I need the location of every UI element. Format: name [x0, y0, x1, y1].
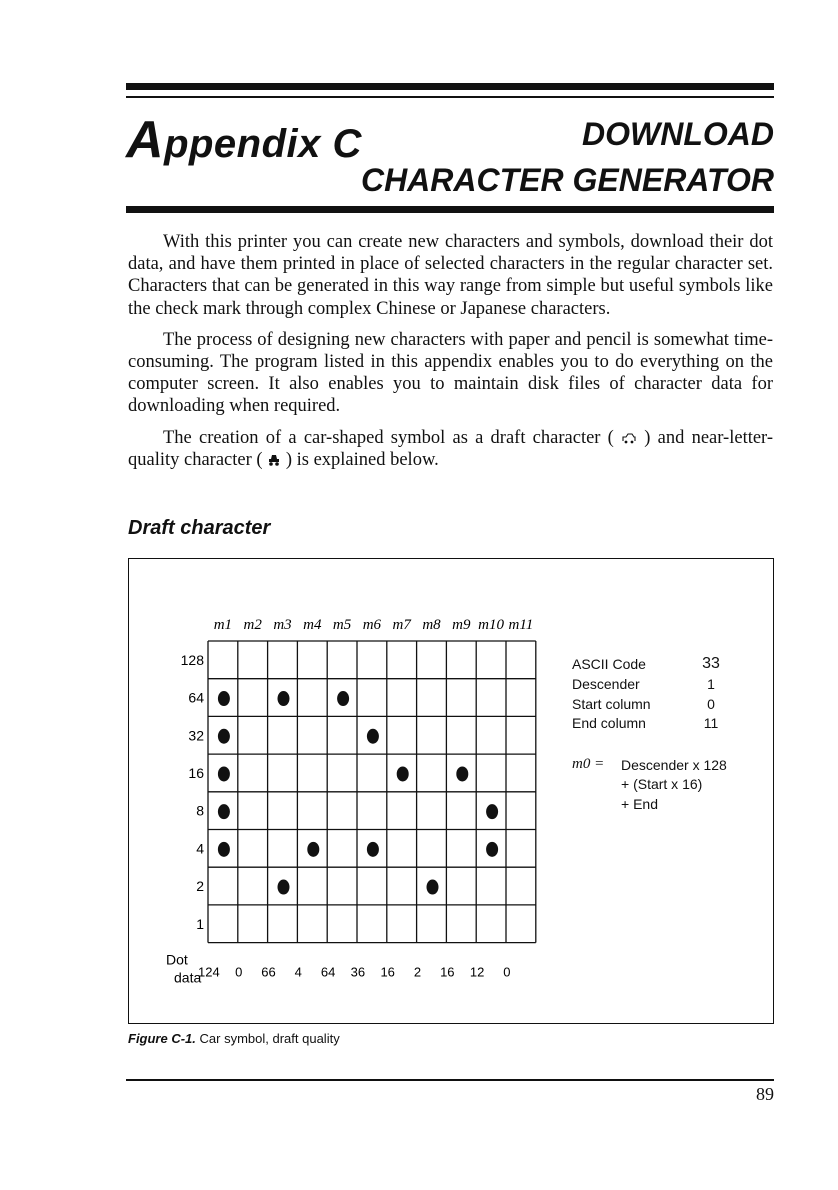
grid-dot — [218, 804, 230, 819]
grid-dot — [486, 842, 498, 857]
title-underline-rule — [126, 206, 774, 213]
column-label: m9 — [452, 617, 471, 633]
dot-data-value: 2 — [413, 964, 422, 980]
dot-data-value: 0 — [235, 964, 243, 980]
caption-text: Car symbol, draft quality — [199, 1031, 340, 1046]
intro-paragraph-3 — [128, 427, 773, 471]
formula-line-3: + End — [621, 796, 658, 812]
grid-dot — [427, 880, 439, 895]
grid-dot — [337, 691, 349, 706]
grid-dot — [397, 766, 409, 781]
intro-paragraph-2: The process of designing new characters with paper and pencil is somewhat time-consuming. The program listed in this appendix enables you to do everything on the computer screen. It also enables you to maintain disk files of character data for downloading when required. — [128, 329, 773, 417]
grid-dot — [218, 766, 230, 781]
end-column-value: 11 — [703, 715, 719, 731]
row-label: 8 — [196, 802, 204, 819]
appendix-title — [126, 110, 362, 170]
intro-paragraph-1: With this printer you can create new characters and symbols, download their dot data, and have them printed in place of selected characters in the regular character set. Characters that can be generated in this way range from simple but useful symbols like the check mark through complex Chinese or Japanese characters. — [128, 232, 773, 319]
column-label: m4 — [303, 617, 322, 633]
row-label: 4 — [196, 840, 204, 857]
column-label: m1 — [213, 617, 233, 633]
dot-data-value: 16 — [440, 964, 455, 980]
creation-text-b: ) and near-letter-quality character ( — [128, 427, 774, 470]
column-label: m6 — [362, 617, 382, 633]
descender-value: 1 — [707, 676, 715, 692]
ascii-code-label: ASCII Code — [572, 656, 646, 672]
formula-line-1: Descender x 128 — [621, 757, 727, 773]
page-title-line1: DOWNLOAD — [582, 116, 774, 152]
dot-data-label: data — [174, 969, 202, 986]
grid-dot — [218, 691, 230, 706]
page-title-line2: CHARACTER GENERATOR — [360, 162, 774, 198]
formula-line-2: + (Start x 16) — [621, 776, 703, 792]
column-label: m2 — [243, 617, 262, 633]
grid-dot — [456, 766, 468, 781]
column-label: m11 — [508, 617, 534, 633]
column-label: m8 — [422, 617, 441, 633]
dot-data-value: 64 — [320, 964, 336, 980]
footer-rule — [126, 1079, 774, 1081]
column-label: m5 — [332, 617, 352, 633]
creation-text-a: The creation of a car-shaped symbol as a draft character ( — [163, 427, 614, 448]
dot-data-value: 4 — [294, 964, 302, 980]
formula-variable: m0 = — [572, 756, 605, 772]
grid-dot — [218, 842, 230, 857]
intro-text — [128, 231, 773, 471]
column-label: m3 — [273, 617, 292, 633]
grid-dot — [278, 880, 290, 895]
car-nlq-icon — [267, 453, 281, 466]
dot-data-value: 124 — [198, 964, 220, 980]
figure-caption — [128, 1031, 340, 1046]
row-label: 1 — [196, 915, 204, 932]
row-label: 2 — [196, 878, 204, 895]
row-label: 128 — [180, 651, 204, 668]
grid-dot — [307, 842, 319, 857]
dot-grid-figure — [129, 559, 775, 1025]
appendix-initial: A — [126, 111, 165, 169]
dot-data-label: Dot — [166, 951, 188, 968]
dot-data-value: 0 — [503, 964, 511, 980]
car-draft-icon — [621, 432, 637, 444]
column-label: m10 — [478, 617, 505, 633]
row-label: 64 — [188, 689, 204, 706]
start-column-value: 0 — [707, 696, 715, 712]
dot-data-value: 16 — [380, 964, 395, 980]
end-column-label: End column — [572, 715, 646, 731]
creation-text-c: ) is explained below. — [285, 449, 439, 470]
appendix-label: ppendix C — [164, 122, 362, 166]
ascii-code-value: 33 — [702, 655, 720, 672]
grid-dot — [218, 729, 230, 744]
top-thin-rule — [126, 96, 774, 98]
dot-data-value: 66 — [261, 964, 276, 980]
row-label: 16 — [188, 764, 204, 781]
grid-dot — [367, 729, 379, 744]
column-label: m7 — [392, 617, 411, 633]
grid-dot — [367, 842, 379, 857]
page-number: 89 — [756, 1084, 774, 1104]
grid-dot — [486, 804, 498, 819]
descender-label: Descender — [572, 676, 640, 692]
figure-box — [128, 558, 774, 1024]
dot-data-value: 12 — [469, 964, 485, 980]
row-label: 32 — [188, 727, 204, 744]
grid-dot — [278, 691, 290, 706]
start-column-label: Start column — [572, 696, 651, 712]
caption-label: Figure C-1. — [128, 1031, 196, 1046]
section-heading: Draft character — [128, 517, 271, 539]
dot-data-value: 36 — [350, 964, 366, 980]
top-thick-rule — [126, 83, 774, 90]
